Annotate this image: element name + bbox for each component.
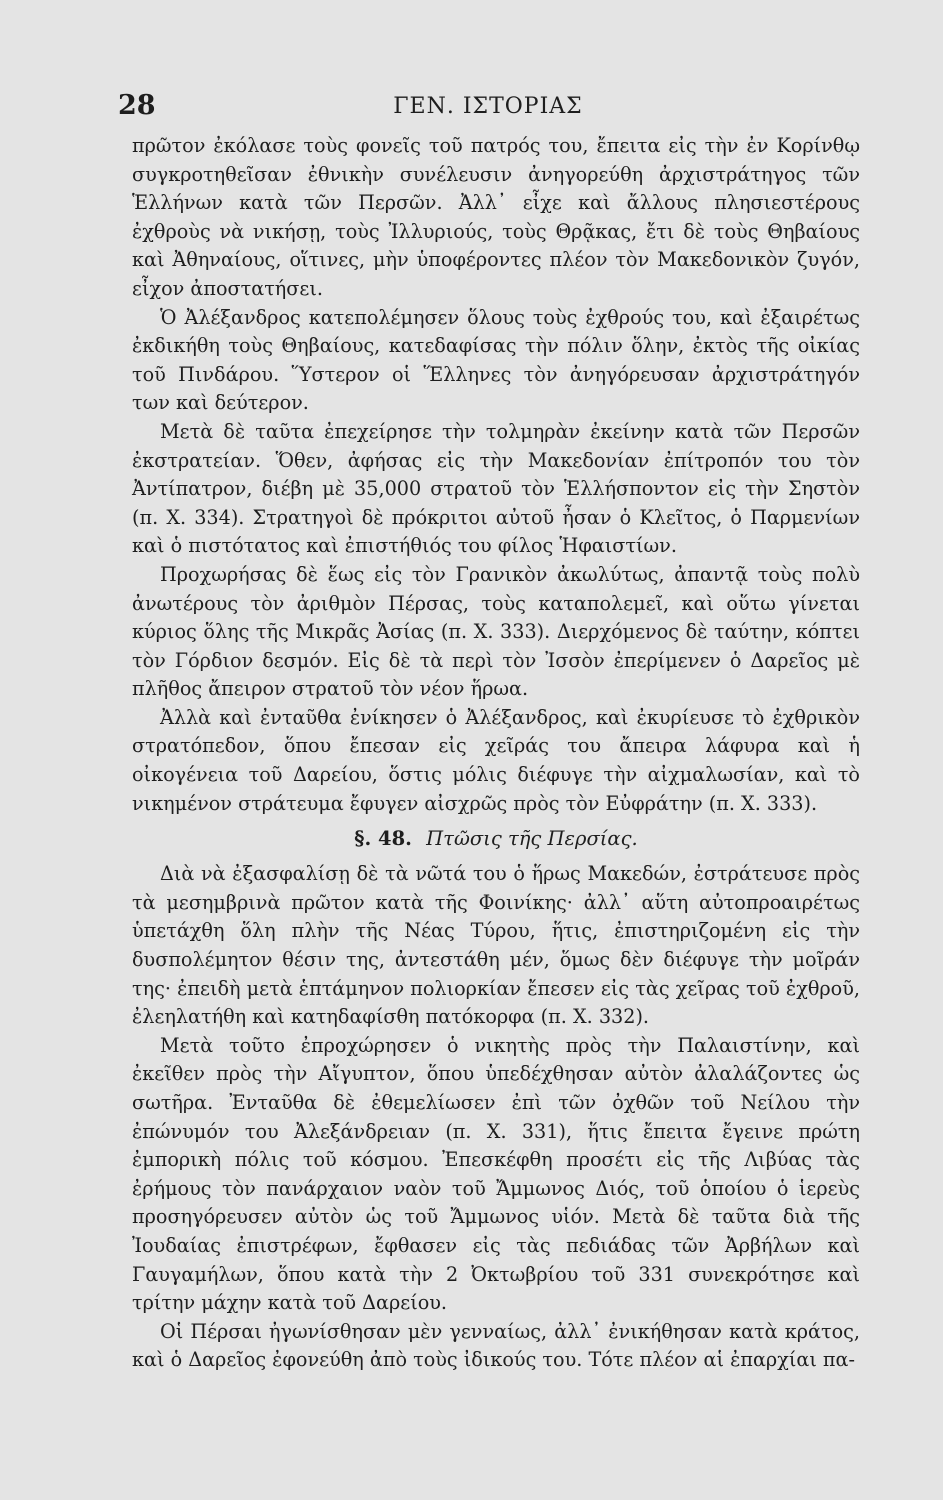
page-header [118,90,858,126]
section-number: §. 48. [354,827,412,851]
section-heading [132,825,860,853]
paragraph-5: Ἀλλὰ καὶ ἐνταῦθα ἐνίκησεν ὁ Ἀλέξανδρος, καὶ ἐκυρίευσε τὸ ἐχθρικὸν στρατόπεδον, ὅπου ἔπεσαν εἰς χεῖράς του ἄπειρα λάφυρα καὶ ἡ οἰκογένεια τοῦ Δαρείου, ὅστις μόλις διέφυγε τὴν αἰχμαλωσίαν, καὶ τὸ νικημένον στράτευμα ἔφυγεν αἰσχρῶς πρὸς τὸν Εὐφράτην (π. Χ. 333). [132,705,860,815]
running-title: ΓΕΝ. ΙΣΤΟΡΙΑΣ [393,94,583,119]
paragraph-6: Διὰ νὰ ἐξασφαλίσῃ δὲ τὰ νῶτά του ὁ ἥρως Μακεδών, ἐστράτευσε πρὸς τὰ μεσημβρινὰ πρῶτον κατὰ τῆς Φοινίκης· ἀλλ᾽ αὕτη αὐτοπροαιρέτως ὑπετάχθη ὅλη πλὴν τῆς Νέας Τύρου, ἥτις, ἐπιστηριζομένη εἰς τὴν δυσπολέμητον θέσιν της, ἀντεστάθη μέν, ὅμως δὲν διέφυγε τὴν μοῖράν της· ἐπειδὴ μετὰ ἑπτάμηνον πολιορκίαν ἔπεσεν εἰς τὰς χεῖρας τοῦ ἐχθροῦ, ἐλεηλατήθη καὶ κατηδαφίσθη πατόκορφα (π. Χ. 332). [132,862,860,1029]
body-text [132,132,860,1375]
section-title: Πτῶσις τῆς Περσίας. [426,827,638,851]
paragraph-3: Μετὰ δὲ ταῦτα ἐπεχείρησε τὴν τολμηρὰν ἐκείνην κατὰ τῶν Περσῶν ἐκστρατείαν. Ὅθεν, ἀφήσας εἰς τὴν Μακεδονίαν ἐπίτροπόν του τὸν Ἀντίπατρον, διέβη μὲ 35,000 στρατοῦ τὸν Ἑλλήσποντον εἰς τὴν Σηστὸν (π. Χ. 334). Στρατηγοὶ δὲ πρόκριτοι αὐτοῦ ἦσαν ὁ Κλεῖτος, ὁ Παρμενίων καὶ ὁ πιστότατος καὶ ἐπιστήθιός του φίλος Ἡφαιστίων. [132,419,860,558]
paragraph-8: Οἱ Πέρσαι ἠγωνίσθησαν μὲν γενναίως, ἀλλ᾽ ἐνικήθησαν κατὰ κράτος, καὶ ὁ Δαρεῖος ἐφονεύθη ἀπὸ τοὺς ἰδικούς του. Τότε πλέον αἱ ἐπαρχίαι πα- [132,1319,860,1372]
paragraph-1: πρῶτον ἐκόλασε τοὺς φονεῖς τοῦ πατρός του, ἔπειτα εἰς τὴν ἐν Κορίνθῳ συγκροτηθεῖσαν ἐθνικὴν συνέλευσιν ἀνηγορεύθη ἀρχιστράτηγος τῶν Ἑλλήνων κατὰ τῶν Περσῶν. Ἀλλ᾽ εἶχε καὶ ἄλλους πλησιεστέρους ἐχθροὺς νὰ νικήσῃ, τοὺς Ἰλλυριούς, τοὺς Θρᾷκας, ἔτι δὲ τοὺς Θηβαίους καὶ Ἀθηναίους, οἵτινες, μὴν ὑποφέροντες πλέον τὸν Μακεδονικὸν ζυγόν, εἶχον ἀποστατήσει. [132,134,860,300]
paragraph-2: Ὁ Ἀλέξανδρος κατεπολέμησεν ὅλους τοὺς ἐχθρούς του, καὶ ἐξαιρέτως ἐκδικήθη τοὺς Θηβαίους, κατεδαφίσας τὴν πόλιν ὅλην, ἐκτὸς τῆς οἰκίας τοῦ Πινδάρου. Ὕστερον οἱ Ἕλληνες τὸν ἀνηγόρευσαν ἀρχιστράτηγόν των καὶ δεύτερον. [132,305,860,415]
paragraph-4: Προχωρήσας δὲ ἕως εἰς τὸν Γρανικὸν ἀκωλύτως, ἀπαντᾷ τοὺς πολὺ ἀνωτέρους τὸν ἀριθμὸν Πέρσας, τοὺς καταπολεμεῖ, καὶ οὕτω γίνεται κύριος ὅλης τῆς Μικρᾶς Ἀσίας (π. Χ. 333). Διερχόμενος δὲ ταύτην, κόπτει τὸν Γόρδιον δεσμόν. Εἰς δὲ τὰ περὶ τὸν Ἰσσὸν ἐπερίμενεν ὁ Δαρεῖος μὲ πλῆθος ἄπειρον στρατοῦ τὸν νέον ἥρωα. [132,562,860,701]
paragraph-7: Μετὰ τοῦτο ἐπροχώρησεν ὁ νικητὴς πρὸς τὴν Παλαιστίνην, καὶ ἐκεῖθεν πρὸς τὴν Αἴγυπτον, ὅπου ὑπεδέχθησαν αὐτὸν ἀλαλάζοντες ὡς σωτῆρα. Ἐνταῦθα δὲ ἐθεμελίωσεν ἐπὶ τῶν ὀχθῶν τοῦ Νείλου τὴν ἐπώνυμόν του Ἀλεξάνδρειαν (π. Χ. 331), ἥτις ἔπειτα ἔγεινε πρώτη ἐμπορικὴ πόλις τοῦ κόσμου. Ἐπεσκέφθη προσέτι εἰς τῆς Λιβύας τὰς ἐρήμους τὸν πανάρχαιον ναὸν τοῦ Ἄμμωνος Διός, τοῦ ὁποίου ὁ ἱερεὺς προσηγόρευσεν αὐτὸν ὡς τοῦ Ἄμμωνος υἱόν. Μετὰ δὲ ταῦτα διὰ τῆς Ἰουδαίας ἐπιστρέφων, ἔφθασεν εἰς τὰς πεδιάδας τῶν Ἀρβήλων καὶ Γαυγαμήλων, ὅπου κατὰ τὴν 2 Ὀκτωβρίου τοῦ 331 συνεκρότησε καὶ τρίτην μάχην κατὰ τοῦ Δαρείου. [132,1033,860,1315]
page-number: 28 [118,90,156,121]
